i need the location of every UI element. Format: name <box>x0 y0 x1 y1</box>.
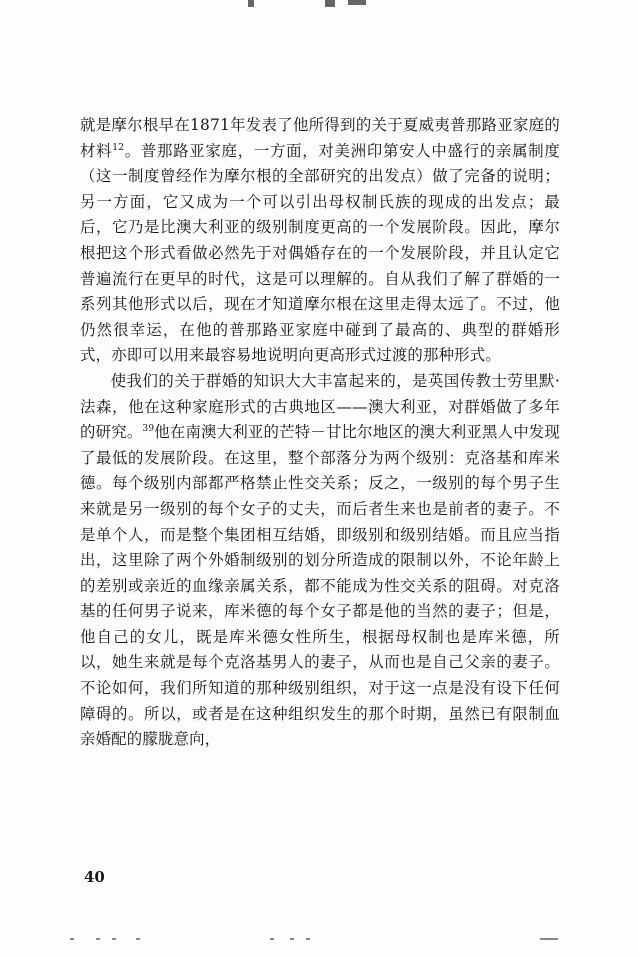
scan-speck <box>290 938 294 940</box>
scan-speck <box>96 938 100 940</box>
header-residue <box>248 0 254 7</box>
header-residue <box>325 0 335 7</box>
scan-speck <box>540 938 558 940</box>
paragraph-2-text: 使我们的关于群婚的知识大大丰富起来的，是英国传教士劳里默·法森，他在这种家庭形式的古典地区——澳大利亚，对群婚做了多年的研究。 <box>80 371 560 442</box>
footnote-ref-39[interactable]: 39 <box>142 424 155 434</box>
footnote-ref-12[interactable]: 12 <box>112 142 125 153</box>
paragraph-1 <box>80 113 560 369</box>
scan-speck <box>306 938 310 940</box>
page-number: 40 <box>84 868 105 886</box>
header-residue <box>348 0 366 5</box>
scan-speck <box>270 938 274 940</box>
paragraph-2-text-cont: 他在南澳大利亚的芒特－甘比尔地区的澳大利亚黑人中发现了最低的发展阶段。在这里，整个部落分为两个级别：克洛基和库米德。每个级别内部都严格禁止性交关系；反之，一级别的每个男子生来就是另一级别的每个女子的丈夫，而后者生来也是前者的妻子。不是单个人，而是整个集团相互结婚，即级别和级别结婚。而且应当指出，这里除了两个外婚制级别的划分所造成的限制以外，不论年龄上的差别或亲近的血缘亲属关系，都不能成为性交关系的阻碍。对克洛基的任何男子说来，库米德的每个女子都是他的当然的妻子；但是，他自己的女儿，既是库米德女性所生，根据母权制也是库米德，所以，她生来就是每个克洛基男人的妻子，从而也是自己父亲的妻子。不论如何，我们所知道的那种级别组织，对于这一点是没有设下任何障碍的。所以，或者是在这种组织发生的那个时期，虽然已有限制血亲婚配的朦胧意向， <box>80 423 560 749</box>
body-text <box>80 113 560 753</box>
scan-speck <box>136 938 140 940</box>
scan-speck <box>112 938 116 940</box>
scan-speck <box>70 938 74 940</box>
paragraph-1-text: 就是摩尔根早在1871年发表了他所得到的关于夏威夷普那路亚家庭的材料 <box>80 116 560 160</box>
paragraph-1-text-cont: 。普那路亚家庭，一方面，对美洲印第安人中盛行的亲属制度（这一制度曾经作为摩尔根的全部研究的出发点）做了完备的说明；另一方面，它又成为一个可以引出母权制氏族的现成的出发点；最后，它乃是比澳大利亚的级别制度更高的一个发展阶段。因此，摩尔根把这个形式看做必然先于对偶婚存在的一个发展阶段，并且认定它普遍流行在更早的时代，这是可以理解的。自从我们了解了群婚的一系列其他形式以后，现在才知道摩尔根在这里走得太远了。不过，他仍然很幸运，在他的普那路亚家庭中碰到了最高的、典型的群婚形式，亦即可以用来最容易地说明向更高形式过渡的那种形式。 <box>80 141 561 365</box>
scan-artifacts <box>0 938 638 946</box>
paragraph-2 <box>80 369 560 753</box>
